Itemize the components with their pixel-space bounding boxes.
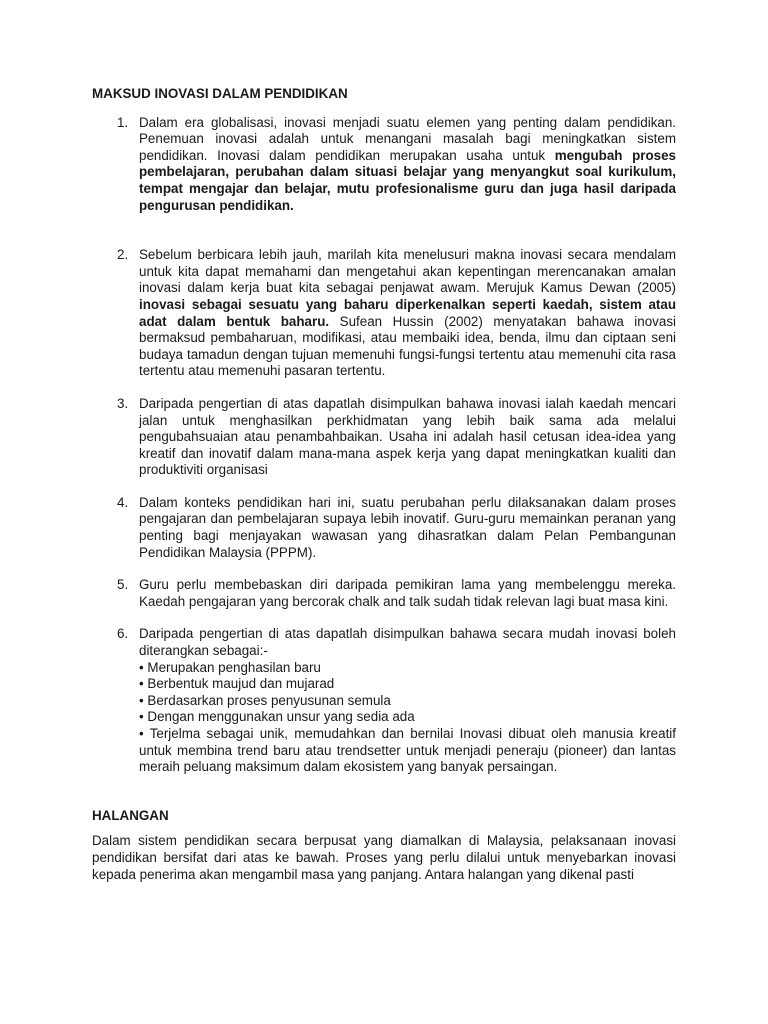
item-number: 2. [117, 247, 129, 263]
list-item [92, 396, 676, 479]
section-heading-halangan: HALANGAN [92, 807, 169, 823]
item-text: Dalam konteks pendidikan hari ini, suatu perubahan perlu dilaksanakan dalam proses pengajaran dan pembelajaran supaya lebih inovatif. Guru-guru memainkan peranan yang penting bagi menjayakan wawasan yang dihasratkan dalam Pelan Pembangunan Pendidikan Malaysia (PPPM). [139, 494, 676, 560]
item-bold-text: mengubah proses pembelajaran, perubahan dalam situasi belajar yang menyangkut soal kurikulum, tempat mengajar dan belajar, mutu profesionalisme guru dan juga hasil daripada pengurusan pendidikan. [139, 147, 676, 213]
item-text: Guru perlu membebaskan diri daripada pemikiran lama yang membelenggu mereka. Kaedah pengajaran yang bercorak chalk and talk sudah tidak relevan lagi buat masa kini. [139, 577, 676, 609]
section-halangan [92, 808, 676, 883]
item-text: Daripada pengertian di atas dapatlah disimpulkan bahawa secara mudah inovasi boleh diterangkan sebagai:- [139, 626, 676, 659]
bullet-item: • Berdasarkan proses penyusunan semula [139, 692, 391, 708]
list-item [92, 626, 676, 775]
item-number: 6. [117, 626, 129, 642]
item-number: 3. [117, 395, 129, 411]
item-number: 4. [117, 494, 129, 510]
item-bold-text: inovasi sebagai sesuatu yang baharu diperkenalkan seperti kaedah, sistem atau adat dalam bentuk baharu. [139, 296, 676, 329]
bullet-list [139, 660, 676, 776]
list-item [92, 247, 676, 380]
bullet-item: • Merupakan penghasilan baru [139, 659, 321, 675]
list-item [92, 577, 676, 610]
numbered-list [92, 115, 676, 776]
item-text-continued: Sufean Hussin (2002) menyatakan bahawa inovasi bermaksud pembaharuan, modifikasi, atau membaiki idea, benda, ilmu dan ciptaan seni budaya tamadun dengan tujuan memenuhi fungsi-fungsi tertentu atau memenuhi cita rasa tertentu atau memenuhi pasaran tertentu. [139, 313, 676, 379]
bullet-item: • Berbentuk maujud dan mujarad [139, 676, 335, 692]
list-item [92, 115, 676, 215]
bullet-item: • Dengan menggunakan unsur yang sedia ada [139, 709, 415, 725]
item-number: 1. [117, 114, 129, 130]
list-item [92, 495, 676, 561]
item-text: Dalam era globalisasi, inovasi menjadi suatu elemen yang penting dalam pendidikan. Penemuan inovasi adalah untuk menangani masalah bagi meningkatkan sistem pendidikan. Inovasi dalam pendidikan merupakan usaha untuk [139, 114, 676, 163]
section-heading-maksud: MAKSUD INOVASI DALAM PENDIDIKAN [92, 86, 348, 101]
body-paragraph: Dalam sistem pendidikan secara berpusat yang diamalkan di Malaysia, pelaksanaan inovasi pendidikan bersifat dari atas ke bawah. Proses yang perlu dilalui untuk menyebarkan inovasi kepada penerima akan mengambil masa yang panjang. Antara halangan yang dikenal pasti [92, 833, 676, 882]
item-number: 5. [117, 577, 129, 593]
bullet-item: • Terjelma sebagai unik, memudahkan dan bernilai Inovasi dibuat oleh manusia kreatif untuk membina trend baru atau trendsetter untuk menjadi peneraju (pioneer) dan lantas meraih peluang maksimum dalam ekosistem yang banyak persaingan. [139, 726, 676, 775]
item-text: Sebelum berbicara lebih jauh, marilah kita menelusuri makna inovasi secara mendalam untuk kita dapat memahami dan mengetahui akan kepentingan merencanakan amalan inovasi dalam kerja buat kita sebagai penjawat awam. Merujuk Kamus Dewan (2005) [139, 247, 676, 296]
item-text: Daripada pengertian di atas dapatlah disimpulkan bahawa inovasi ialah kaedah mencari jalan untuk menghasilkan perkhidmatan yang lebih baik sama ada melalui pengubahsuaian atau penambahbaikan. Usaha ini adalah hasil cetusan idea-idea yang kreatif dan inovatif dalam mana-mana aspek kerja yang dapat meningkatkan kualiti dan produktiviti organisasi [139, 395, 676, 478]
